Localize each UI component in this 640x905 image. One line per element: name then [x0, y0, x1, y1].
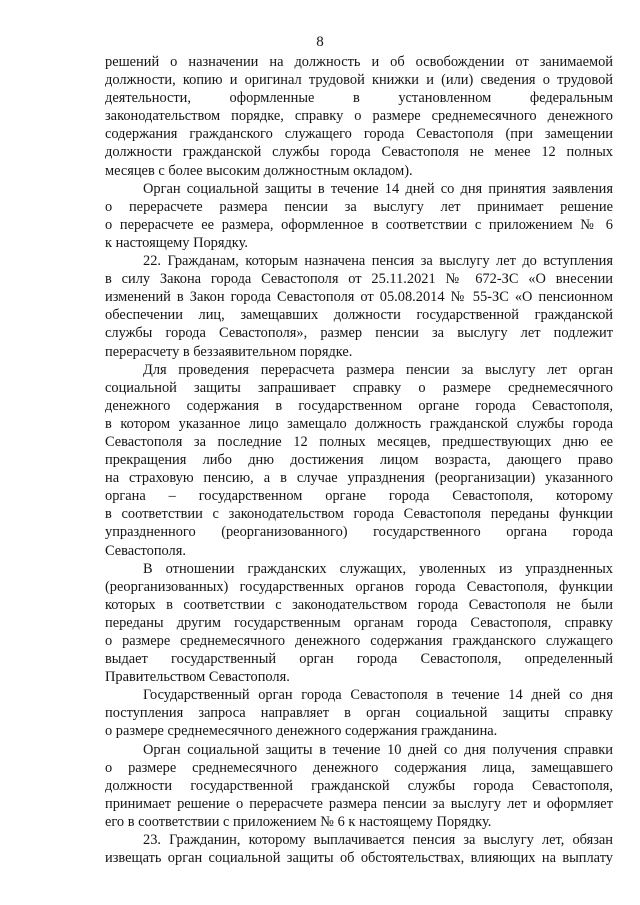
text-line: перерасчету в беззаявительном порядке. — [105, 343, 353, 360]
text-line: деятельности, оформленные в установленном федеральным — [105, 90, 613, 107]
text-line: социальной защиты запрашивает справку о размере среднемесячного — [105, 379, 613, 396]
paragraph-first-line: Орган социальной защиты в течение 10 дней со дня получения справки — [143, 741, 613, 758]
text-line: к настоящему Порядку. — [105, 234, 248, 251]
text-line: (реорганизованных) государственных органов города Севастополя, функции — [105, 578, 613, 595]
text-line: решений о назначении на должность и об освобождении от занимаемой — [105, 54, 613, 70]
text-line: о перерасчете размера пенсии за выслугу лет принимает решение — [105, 198, 613, 215]
text-line: прекращения либо дню достижения лицом возраста, дающего право — [105, 452, 613, 469]
text-line: поступления запроса направляет в орган социальной защиты справку — [105, 705, 613, 722]
text-line: выдает государственный орган города Севастополя, определенный — [105, 651, 613, 668]
paragraph-first-line: 23. Гражданин, которому выплачивается пенсия за выслугу лет, обязан — [143, 832, 613, 849]
text-line: содержания гражданского служащего города Севастополя (при замещении — [105, 126, 613, 143]
paragraph-first-line: Для проведения перерасчета размера пенсии за выслугу лет орган — [143, 361, 613, 378]
text-line: извещать орган социальной защиты об обстоятельствах, влияющих на выплату — [105, 850, 613, 867]
paragraph-first-line: 22. Гражданам, которым назначена пенсия за выслугу лет до вступления — [143, 253, 613, 270]
text-line: денежного содержания в государственном органе города Севастополя, — [105, 397, 613, 414]
text-line: о размере среднемесячного денежного содержания гражданского служащего — [105, 633, 613, 649]
text-line: о перерасчете ее размера, оформленное в соответствии с приложением № 6 — [105, 216, 613, 233]
text-line: Севастополя. — [105, 542, 186, 559]
text-line: в котором указанное лицо замещало должность гражданской службы города — [105, 415, 613, 432]
text-line: упраздненного (реорганизованного) государственного органа города — [105, 524, 613, 541]
text-line: службы города Севастополя», размер пенсии за выслугу лет подлежит — [105, 325, 613, 342]
text-line: Правительством Севастополя. — [105, 669, 290, 686]
text-line: обеспечении лиц, замещавших должности государственной гражданской — [105, 307, 613, 324]
text-line: органа – государственном органе города Севастополя, которому — [105, 488, 613, 505]
paragraph-first-line: Орган социальной защиты в течение 14 дней со дня принятия заявления — [143, 180, 613, 197]
paragraph-first-line: Государственный орган города Севастополя в течение 14 дней со дня — [143, 687, 613, 704]
text-line: о размере среднемесячного денежного содержания лица, замещавшего — [105, 759, 613, 776]
text-line: которых в соответствии с законодательством города Севастополя не были — [105, 596, 613, 613]
text-line: должности, копию и оригинал трудовой книжки и (или) сведения о трудовой — [105, 72, 613, 89]
text-line: изменений в Закон города Севастополя от 05.08.2014 № 55-ЗС «О пенсионном — [105, 289, 613, 306]
document-body — [105, 53, 613, 867]
paragraph-first-line: В отношении гражданских служащих, уволенных из упраздненных — [143, 560, 613, 577]
text-line: Севастополя за последние 12 полных месяцев, предшествующих дню ее — [105, 433, 613, 450]
text-line: в силу Закона города Севастополя от 25.11.2021 № 672-ЗС «О внесении — [105, 271, 613, 288]
text-line: о размере среднемесячного денежного содержания гражданина. — [105, 723, 498, 740]
page-number: 8 — [316, 34, 324, 50]
text-line: месяцев с более высоким должностным окладом). — [105, 162, 413, 179]
text-line: его в соответствии с приложением № 6 к настоящему Порядку. — [105, 813, 492, 830]
text-line: законодательством порядке, справку о размере среднемесячного денежного — [105, 108, 613, 125]
text-line: должности гражданской службы города Севастополя не менее 12 полных — [105, 144, 613, 161]
text-line: в соответствии с законодательством города Севастополя переданы функции — [105, 506, 613, 523]
text-line: переданы другим государственным органам города Севастополя, справку — [105, 614, 613, 631]
text-line: принимает решение о перерасчете размера пенсии за выслугу лет и оформляет — [105, 795, 613, 812]
text-line: на страховую пенсию, а в случае упразднения (реорганизации) указанного — [105, 470, 613, 487]
text-line: должности государственной гражданской службы города Севастополя, — [105, 777, 613, 794]
